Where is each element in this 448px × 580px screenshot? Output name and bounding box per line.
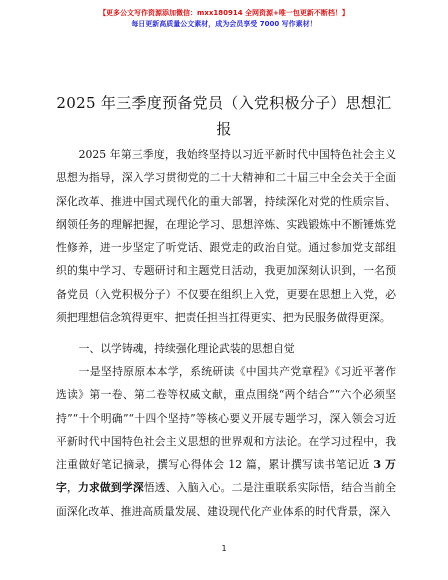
promo-line-2: 每日更新高质量公文素材，成为会员享受 7000 写作素材！ [131,20,317,28]
document-title: 2025 年三季度预备党员（入党积极分子）思想汇报 [56,94,392,138]
paragraph-text-part-a: 一是坚持原原本本学，系统研读《中国共产党章程》《习近平著作选读》第一卷、第二卷等权威文献，重点围绕“两个结合”“六个必须坚持”“十个明确”“十四个坚持”等核心要义开展专题学习，深入领会习近平新时代中国特色社会主义思想的世界观和方法论。在学习过程中，我注重做好笔记摘录，撰写心得体会 12 篇，累计撰写读书笔记近 [56,365,396,472]
paragraph-text-part-b: ， [66,481,78,495]
page-number: 1 [221,544,227,553]
paragraph-bold-goal: 力求做到学深 [77,481,144,495]
promo-line-1: 【更多公文写作资源添加微信：mxx180914 全网资源+唯一包更新不断档！】 [99,9,349,17]
paragraph-section-1 [56,360,396,523]
paragraph-intro: 2025 年第三季度，我始终坚持以习近平新时代中国特色社会主义思想为指导，深入学习贯彻党的二十大精神和二十届三中全会关于全面深化改革、推进中国式现代化的重大部署，持续深化对党的性质宗旨、纲领任务的理解把握，在理论学习、思想淬炼、实践锻炼中不断锤炼党性修养，进一步坚定了听党话、跟党走的政治自觉。通过参加党支部组织的集中学习、专题研讨和主题党日活动，我更加深刻认识到，一名预备党员（入党积极分子）不仅要在组织上入党，更要在思想上入党，必须把理想信念筑得更牢、把责任担当扛得更实、把为民服务做得更深。 [56,148,396,325]
promo-banner [0,8,448,30]
section-heading-1: 一、以学铸魂，持续强化理论武装的思想自觉 [78,342,295,355]
paragraph-text-part-c: 悟透、入脑入心。二是注重联系实际悟，结合当前全面深化改革、推进高质量发展、建设现代化产业体系的时代背景，深入 [56,481,397,518]
paragraph-bold-word-count: 3 万字 [56,458,396,495]
